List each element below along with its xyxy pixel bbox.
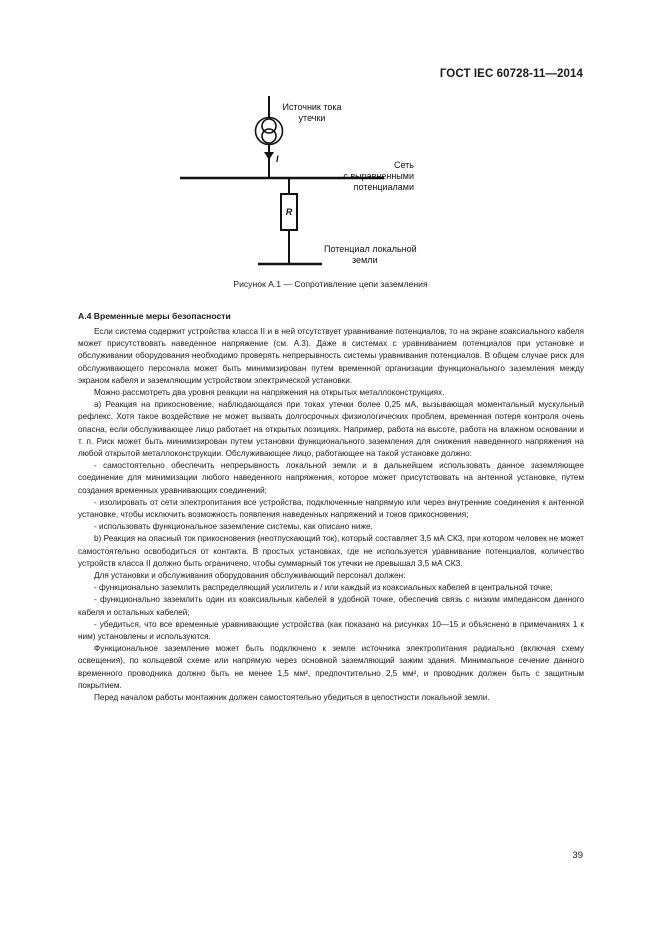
- current-symbol: I: [276, 154, 279, 164]
- paragraph: - убедиться, что все временные уравнивающие устройства (как показано на рисунках 10—15 и объяснено в примечаниях 1 к ним) установлены и используются.: [78, 619, 584, 642]
- source-label-line1: Источник тока: [282, 102, 342, 112]
- paragraph: - использовать функциональное заземление системы, как описано ниже.: [94, 522, 373, 532]
- body-text: [78, 326, 584, 704]
- section-title: А.4 Временные меры безопасности: [78, 311, 231, 321]
- paragraph: - изолировать от сети электропитания все устройства, подключенные напрямую или через внутренние соединения к антенной установке, чтобы исключить возможность появления наведенных напряжений и токов прикосновения;: [78, 497, 584, 520]
- network-label-line3: потенциалами: [353, 182, 414, 192]
- network-label-line1: Сеть: [393, 160, 414, 170]
- network-label-line2: с выравненными: [343, 171, 414, 181]
- standard-header: ГОСТ IEC 60728-11—2014: [439, 68, 583, 80]
- paragraph: Можно рассмотреть два уровня реакции на напряжения на открытых металлоконструкциях.: [94, 388, 445, 398]
- source-coil-lower: [262, 129, 276, 143]
- ground-label: [324, 244, 424, 266]
- paragraph: Для установки и обслуживания оборудования обслуживающий персонал должен:: [94, 571, 406, 581]
- ground-label-line1: Потенциал локальной: [324, 244, 417, 254]
- paragraph: - функционально заземлить один из коаксиальных кабелей в удобной точке, обеспечив связь с низким импедансом данного кабеля и остальных кабелей;: [78, 595, 584, 617]
- resistor-symbol: R: [285, 207, 293, 217]
- source-label-line2: утечки: [298, 113, 326, 123]
- figure-caption: Рисунок А.1 — Сопротивление цепи заземления: [233, 279, 428, 289]
- figure-a1: [0, 0, 661, 300]
- paragraph: Если система содержит устройства класса II и в ней отсутствует уравнивание потенциалов, то на экране коаксиального кабеля может присутствовать наведенное напряжение (см. А.3). Даже в системах с уравниванием потенциалов при установке и обслуживании оборудования необходимо проверять непрерывность системы уравнивания потенциалов. В общем случае риск для обслуживающего персонала может быть минимизирован путем временной организации функционального заземления между экраном кабеля и заземляющим устройством электрической установки.: [78, 327, 584, 385]
- source-label: [272, 102, 352, 124]
- paragraph: b) Реакция на опасный ток прикосновения (неотпускающий ток), который составляет 3,5 мА СКЗ, при котором человек не может самостоятельно освободиться от контакта. В простых установках, где не используется уравнивание потенциалов, количество устройств класса II должно быть ограничено, чтобы суммарный ток утечки не превышал 3,5 мА СКЗ.: [78, 534, 584, 568]
- network-label: [330, 160, 414, 193]
- paragraph: Функциональное заземление может быть подключено к земле источника электропитания радиально (включая схему освещения), по кольцевой схеме или напрямую через основной заземляющий зажим здания. Минимальное сечение данного временного проводника должно быть не менее 1,5 мм², предпочтительно 2,5 мм², и проводник должен быть с защитным покрытием.: [78, 644, 584, 690]
- current-arrow-icon: [264, 152, 274, 160]
- page-number: 39: [572, 850, 583, 861]
- ground-label-line2: земли: [352, 255, 378, 265]
- paragraph: Перед началом работы монтажник должен самостоятельно убедиться в целостности локальной земли.: [94, 693, 490, 703]
- paragraph: - функционально заземлить распределяющий усилитель и / или каждый из коаксиальных кабелей в центральной точке;: [94, 583, 553, 593]
- paragraph: - самостоятельно обеспечить непрерывность локальной земли и в дальнейшем использовать данное заземляющее соединение для минимизации любого наведенного напряжения, которое может присутствовать на антенной установке, путем создания временных уравнивающих соединений;: [78, 461, 584, 495]
- paragraph: а) Реакция на прикосновение, наблюдающаяся при токах утечки более 0,25 мА, вызывающая моментальный мускульный рефлекс. Хотя такое воздействие не может вызвать долгосрочных физиологических проблем, временная потеря контроля очень опасна, если обслуживающее лицо работает на открытых позициях. Например, работа на высоте, работа на влажном основании и т. п. Риск может быть минимизирован путем установки функционального заземления для снижения наведенного напряжения на любой открытой металлоконструкции. Обслуживающее лицо, работающее на такой установке должно:: [78, 400, 584, 459]
